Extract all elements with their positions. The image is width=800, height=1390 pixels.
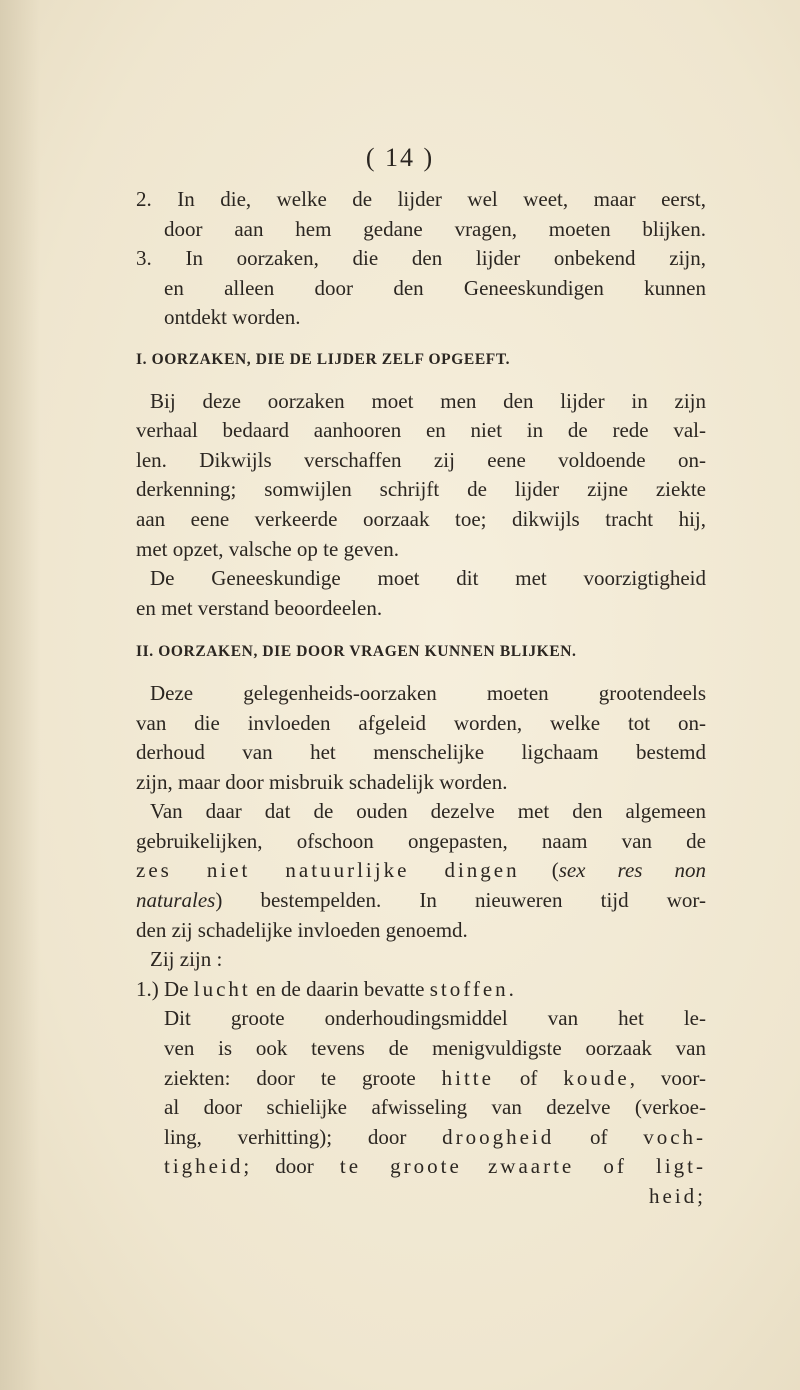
line-start: 1.) De — [136, 976, 189, 1001]
line-mid: of — [519, 1065, 538, 1090]
text-line — [136, 886, 706, 916]
text-line: met opzet, valsche op te geven. — [136, 536, 399, 561]
page-number: ( 14 ) — [365, 143, 435, 172]
line-start: ling, verhitting); door — [164, 1124, 407, 1149]
spaced-text: te groote — [339, 1154, 462, 1179]
line-mid: ; door — [243, 1154, 314, 1179]
text-line: en met verstand beoordeelen. — [136, 595, 383, 620]
spaced-text: hitte — [441, 1065, 494, 1090]
text-line: Dit groote onderhoudingsmiddel van het le- — [164, 1006, 706, 1031]
line-start: ziekten: door te groote — [164, 1065, 416, 1090]
text-line: 2. In die, welke de lijder wel weet, maar eerst, — [136, 187, 706, 211]
spaced-text: zwaarte of ligt- — [487, 1154, 706, 1179]
page-edge-shadow — [0, 0, 40, 1390]
text-line — [136, 975, 706, 1005]
line-rest: ) bestempelden. In nieuweren tijd wor- — [215, 888, 706, 913]
text-line: ontdekt worden. — [164, 305, 301, 330]
line-mid: en de daarin bevatte — [255, 976, 425, 1001]
text-line: derhoud van het menschelijke ligchaam bestemd — [136, 740, 706, 765]
spaced-text: lucht — [193, 976, 251, 1001]
text-line: den zij schadelijke invloeden genoemd. — [136, 917, 468, 942]
page-body — [136, 185, 706, 1212]
text-line: len. Dikwijls verschaffen zij eene voldoende on- — [136, 447, 706, 472]
text-line — [136, 1152, 706, 1182]
italic-text: sex res non — [558, 858, 707, 883]
text-line: Bij deze oorzaken moet men den lijder in zijn — [150, 388, 706, 413]
italic-text: naturales — [136, 888, 216, 913]
text-line: aan eene verkeerde oorzaak toe; dikwijls tracht hij, — [136, 506, 706, 531]
spaced-text: koude — [563, 1065, 630, 1090]
text-line — [136, 1123, 706, 1153]
text-line: zijn, maar door misbruik schadelijk worden. — [136, 769, 508, 794]
section-heading: II. OORZAKEN, DIE DOOR VRAGEN KUNNEN BLIJKEN. — [136, 643, 577, 661]
text-line: van die invloeden afgeleid worden, welke tot on- — [136, 710, 706, 735]
text-line: gebruikelijken, ofschoon ongepasten, naam van de — [136, 828, 706, 853]
text-line: al door schielijke afwisseling van dezelve (verkoe- — [164, 1095, 706, 1120]
line-mid: of — [589, 1124, 608, 1149]
text-line: De Geneeskundige moet dit met voorzigtigheid — [150, 566, 706, 591]
text-line — [136, 856, 706, 886]
spaced-text: droogheid — [442, 1124, 555, 1149]
text-line: Zij zijn : — [150, 947, 223, 972]
section-heading: I. OORZAKEN, DIE DE LIJDER ZELF OPGEEFT. — [136, 350, 511, 368]
text-line: ven is ook tevens de menigvuldigste oorzaak van — [164, 1036, 706, 1061]
text-line: Deze gelegenheids-oorzaken moeten grootendeels — [150, 680, 706, 705]
spaced-text: zes niet natuurlijke dingen — [136, 858, 520, 883]
spaced-text: tigheid — [164, 1154, 244, 1179]
text-line: Van daar dat de ouden dezelve met den algemeen — [150, 799, 706, 824]
spaced-text: stoffen. — [429, 976, 517, 1001]
text-line: derkenning; somwijlen schrijft de lijder zijne ziekte — [136, 477, 706, 502]
text-line: door aan hem gedane vragen, moeten blijken. — [164, 216, 706, 241]
text-line: en alleen door den Geneeskundigen kunnen — [164, 275, 706, 300]
paren-open: ( — [551, 858, 559, 883]
text-line: 3. In oorzaken, die den lijder onbekend zijn, — [136, 246, 706, 271]
spaced-text: voch- — [643, 1124, 707, 1149]
text-line-catchword: heid; — [649, 1184, 706, 1208]
line-end: , voor- — [629, 1065, 706, 1090]
text-line — [136, 1064, 706, 1094]
text-line: verhaal bedaard aanhooren en niet in de rede val- — [136, 418, 706, 443]
